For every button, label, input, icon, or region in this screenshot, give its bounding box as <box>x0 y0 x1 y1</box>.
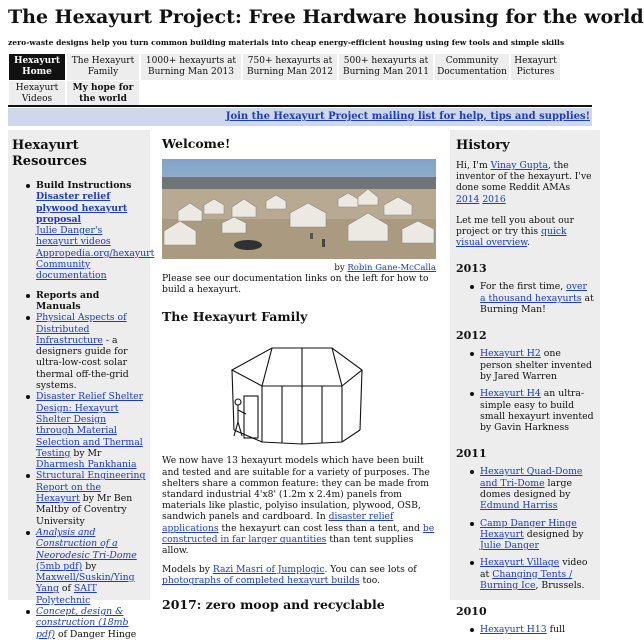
history-item <box>456 518 594 552</box>
history-text: video at <box>480 557 588 580</box>
julie-danger-link[interactable]: Julie Danger <box>480 540 539 552</box>
tell-text: . <box>527 237 530 249</box>
tab-burning-man-2012[interactable]: 750+ hexayurts at Burning Man 2012 <box>243 54 338 80</box>
history-item <box>456 557 594 591</box>
history-item <box>456 348 594 382</box>
build-instructions-section <box>12 180 155 282</box>
tab-community-documentation[interactable]: Community Documentation <box>435 54 510 80</box>
family-heading: The Hexayurt Family <box>162 309 308 325</box>
sait-link[interactable]: SAIT Polytechnic <box>36 583 97 606</box>
history-text: at Burning Man! <box>480 292 594 316</box>
tab-burning-man-2013[interactable]: 1000+ hexayurts at Burning Man 2013 <box>141 54 242 80</box>
year-2010: 2010 <box>456 605 487 619</box>
models-text: too. <box>359 575 381 587</box>
report-desc: - a designers guide for ultra-low-cost solar thermal off-the-grid systems. <box>36 334 129 392</box>
photo-credit-link[interactable]: Robin Gane-McCalla <box>347 263 436 273</box>
history-item <box>456 388 594 433</box>
larger-quantities-link[interactable]: be constructed in far larger quantities <box>162 522 435 545</box>
photo-credit <box>162 263 436 273</box>
report-item <box>36 312 146 391</box>
maxwell-link[interactable]: Maxwell/Suskin/Ying Yang <box>36 572 135 595</box>
year-2012: 2012 <box>456 329 487 343</box>
report-desc: by Mr <box>70 447 102 459</box>
resources-sidebar <box>8 130 155 640</box>
tab-hexayurt-family[interactable]: The Hexayurt Family <box>67 54 140 80</box>
nav-divider <box>8 105 592 107</box>
dharmesh-link[interactable]: Dharmesh Pankhania <box>36 459 137 471</box>
tell-text: Let me tell you about our project or try this <box>456 214 574 238</box>
build-photos-link[interactable]: photographs of completed hexayurt builds <box>162 575 360 587</box>
history-sidebar <box>450 130 600 636</box>
report-desc: by <box>82 560 97 572</box>
main-content <box>154 130 444 612</box>
tri-dome-analysis-link[interactable]: Analysis and Construction of a Neorodesic Tri-Dome <box>36 526 137 561</box>
tab-burning-man-2011[interactable]: 500+ hexayurts at Burning Man 2011 <box>339 54 434 80</box>
models-text: . You can see lots of <box>324 564 417 576</box>
models-paragraph <box>162 564 436 586</box>
visual-overview-link[interactable]: quick visual overview <box>456 226 567 249</box>
family-text: the hexayurt can cost less than a tent, and <box>218 522 423 534</box>
jumplogic-link[interactable]: Razi Masri of Jumplogic <box>212 564 325 576</box>
hexayurt-h13-link[interactable]: Hexayurt H13 <box>480 624 547 636</box>
hexayurt-h2-link[interactable]: Hexayurt H2 <box>480 348 541 360</box>
history-intro <box>456 160 594 205</box>
report-item <box>36 527 146 606</box>
history-text: full <box>546 624 566 636</box>
quad-dome-link[interactable]: Hexayurt Quad-Dome and Tri-Dome <box>480 466 583 489</box>
history-text: designed by <box>523 528 584 540</box>
hexayurt-sketch <box>162 330 436 455</box>
physical-aspects-link[interactable]: Physical Aspects of Distributed Infrastructure <box>36 312 127 346</box>
tab-my-hope[interactable]: My hope for the world <box>67 81 140 107</box>
ama-2016-link[interactable]: 2016 <box>482 193 506 205</box>
changing-tents-link[interactable]: Changing Tents / Burning Ice <box>480 568 573 592</box>
plywood-proposal-link[interactable]: Disaster relief plywood hexayurt proposal <box>36 191 128 225</box>
history-item <box>456 281 594 315</box>
history-text: one person shelter invented by Jared Warren <box>480 348 592 382</box>
appropedia-link[interactable]: Appropedia.org/hexayurt <box>36 247 155 259</box>
zero-moop-heading: 2017: zero moop and recyclable <box>162 596 385 612</box>
intro-text: Hi, I'm <box>456 160 491 171</box>
ama-2014-link[interactable]: 2014 <box>456 193 480 205</box>
photo-credit-prefix: by <box>334 263 348 273</box>
tab-hexayurt-home[interactable]: Hexayurt Home <box>9 54 66 80</box>
history-text: large domes designed by <box>480 477 572 500</box>
intro-text: , the inventor of the hexayurt. I've done some Reddit AMAs <box>456 160 592 194</box>
report-item <box>36 470 146 526</box>
site-tagline: zero-waste designs help you turn common building materials into cheap energy-efficient housing using few tools and simple skills <box>8 38 565 47</box>
structural-report-link[interactable]: Structural Engineering Report on the Hexayurt <box>36 470 146 505</box>
edmund-harriss-link[interactable]: Edmund Harriss <box>480 500 558 512</box>
mailing-list-bar <box>8 108 592 126</box>
community-docs-link[interactable]: Community documentation <box>36 259 107 282</box>
report-item <box>36 391 146 470</box>
tab-hexayurt-videos[interactable]: Hexayurt Videos <box>9 81 66 107</box>
reports-title: Reports and Manuals <box>36 289 100 312</box>
history-text: an ultra-simple easy to build small hexayurt invented by Gavin Harkness <box>480 388 594 434</box>
danger-hinge-link[interactable]: Concept, design & construction (18mb pdf) <box>36 605 129 640</box>
julie-danger-videos-link[interactable]: Julie Danger's hexayurt videos <box>36 225 111 248</box>
history-heading: History <box>456 138 510 153</box>
report-item <box>36 606 146 640</box>
family-text: We now have 13 hexayurt models which have been built and tested and are suitable for a variety of purposes. The shelters share a common feature: they can be made from standard industrial 4'x8' (1.2m x 2.4m) panels from materials like plastic, polyiso insulation, plywood, OSB, sandwich panels and cardboard. In <box>162 455 430 523</box>
burning-man-photo <box>162 159 436 259</box>
history-text: , Brussels. <box>535 580 585 592</box>
year-2011: 2011 <box>456 447 487 461</box>
report-desc: by Mr Ben Maltby of Coventry University <box>36 493 133 527</box>
documentation-note: Please see our documentation links on the left for how to build a hexayurt. <box>162 273 429 296</box>
thousand-hexayurts-link[interactable]: over a thousand hexayurts <box>480 281 587 304</box>
models-text: Models by <box>162 564 213 576</box>
reports-section <box>12 290 146 640</box>
report-desc: of <box>58 583 74 595</box>
year-2013: 2013 <box>456 262 487 276</box>
history-text: For the first time, <box>480 281 567 293</box>
history-item <box>456 624 594 635</box>
report-desc: of Danger Hinge <box>54 628 137 640</box>
resources-heading: Hexayurt Resources <box>12 138 87 169</box>
vinay-gupta-link[interactable]: Vinay Gupta <box>490 160 548 171</box>
hexayurt-h4-link[interactable]: Hexayurt H4 <box>480 388 541 400</box>
site-title: The Hexayurt Project: Free Hardware housing for the world <box>8 6 644 28</box>
shelter-design-link[interactable]: Disaster Relief Shelter Design: Hexayurt Shelter Design through Material Selection and Thermal Testing <box>36 391 144 459</box>
family-paragraph <box>162 455 436 556</box>
family-text: than tent supplies allow. <box>162 533 414 557</box>
mailing-list-link[interactable]: Join the Hexayurt Project mailing list for help, tips and supplies! <box>225 111 590 122</box>
tri-dome-pdf-link[interactable]: (5mb pdf) <box>36 560 83 572</box>
tab-hexayurt-pictures[interactable]: Hexayurt Pictures <box>511 54 561 80</box>
danger-hinge-hexayurt-link[interactable]: Camp Danger Hinge Hexayurt <box>480 517 577 540</box>
welcome-heading: Welcome! <box>162 136 231 151</box>
history-item <box>456 466 594 511</box>
build-instructions-title: Build Instructions <box>36 180 132 191</box>
hexayurt-village-link[interactable]: Hexayurt Village <box>480 557 560 569</box>
project-intro <box>456 215 594 249</box>
disaster-relief-link[interactable]: disaster relief applications <box>162 511 394 534</box>
